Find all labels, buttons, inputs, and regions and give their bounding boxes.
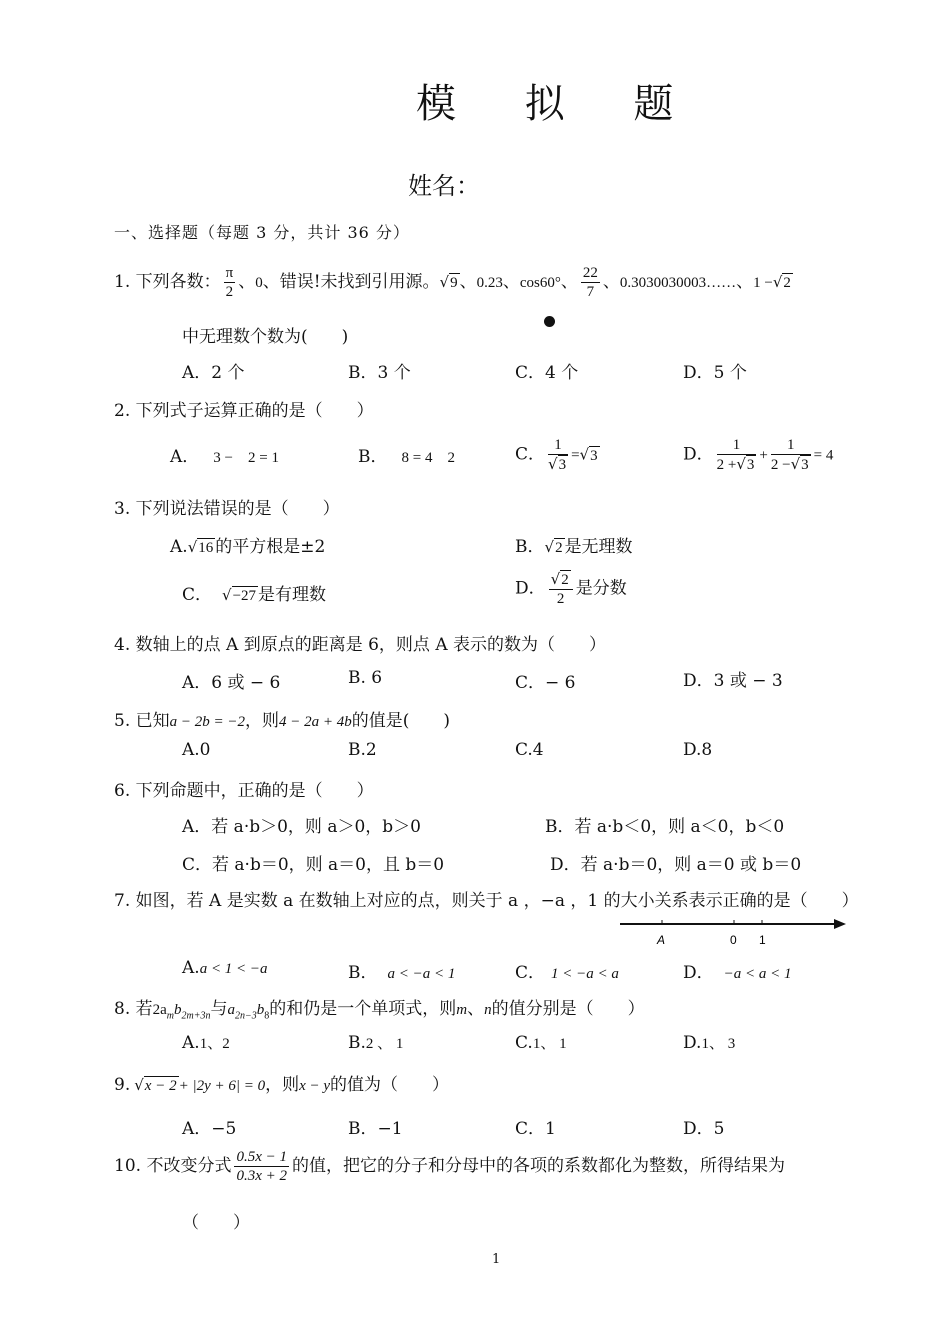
q1-pi-fraction: $\frac{\pi}{2}$ [225, 265, 234, 300]
sqrt-icon: √ [579, 445, 590, 464]
q3-option-d[interactable]: D． $\frac{√2}{2}$ 是分数 [515, 570, 627, 607]
sqrt-icon: √ [222, 586, 232, 604]
q7-option-a[interactable]: A.a < 1 < −a [182, 958, 268, 978]
sqrt-icon: √ [187, 538, 198, 556]
q4-option-a[interactable]: A．6 或 − 6 [182, 673, 281, 693]
question-6-stem: 6. 下列命题中，正确的是（ ） [114, 781, 374, 801]
section-heading: 一、选择题（每题 3 分，共计 36 分） [114, 223, 410, 242]
q5-option-b[interactable]: B.2 [348, 740, 377, 760]
q1-option-d[interactable]: D．5 个 [683, 363, 747, 383]
q2-option-a[interactable]: A． 3 − 2 = 1 [170, 447, 279, 467]
axis-label-0: 0 [730, 933, 737, 947]
q8-option-d[interactable]: D.1、 3 [683, 1033, 736, 1053]
q8-option-a[interactable]: A.1、2 [182, 1033, 230, 1053]
q9-option-b[interactable]: B．−1 [348, 1119, 403, 1139]
q1-option-c[interactable]: C．4 个 [515, 363, 579, 383]
question-9-stem: 9. √x − 2 + |2y + 6| = 0，则x − y的值为（ ） [114, 1075, 450, 1095]
q3-option-c[interactable]: C． √−27 是有理数 [182, 585, 327, 605]
question-1-stem: 1. 下列各数： $\frac{\pi}{2}$ 、0、错误!未找到引用源。√9 、0.23、cos60°、 $\frac{22}{7}$ 、0.3030030003……、1 −√2 [114, 265, 791, 300]
q2-option-d[interactable]: D． $\frac{1}{2 +√3}$ + $\frac{1}{2 -√3}$ = 4 [683, 437, 834, 473]
q6-option-b[interactable]: B．若 a·b＜0，则 a＜0，b＜0 [545, 817, 785, 837]
q2-option-b[interactable]: B． 8 = 4 2 [358, 447, 455, 467]
q2-option-c[interactable]: C． $\frac{1}{√3}$ =√3 [515, 437, 598, 473]
question-10-stem: 10. 不改变分式 $\frac{0.5x - 1}{0.3x + 2}$ 的值，把它的分子和分母中的各项的系数都化为整数，所得结果为 [114, 1149, 785, 1184]
q5-option-c[interactable]: C.4 [515, 740, 544, 760]
q3-option-b[interactable]: B．√2 是无理数 [515, 537, 633, 557]
sqrt-icon: √ [544, 538, 555, 556]
q7-option-d[interactable]: D． −a < a < 1 [683, 963, 792, 983]
q1-prefix: 1. 下列各数： [114, 272, 221, 292]
q6-option-d[interactable]: D．若 a·b＝0，则 a＝0 或 b＝0 [550, 855, 802, 875]
q4-option-c[interactable]: C．− 6 [515, 673, 576, 693]
q4-option-d[interactable]: D．3 或 − 3 [683, 671, 783, 691]
question-5-stem: 5. 已知a − 2b = −2，则4 − 2a + 4b的值是( ) [114, 711, 451, 731]
question-3-stem: 3. 下列说法错误的是（ ） [114, 499, 340, 519]
q6-option-c[interactable]: C．若 a·b＝0，则 a＝0，且 b＝0 [182, 855, 445, 875]
q10-fraction: $\frac{0.5x - 1}{0.3x + 2}$ [236, 1149, 287, 1184]
name-label: 姓名： [408, 172, 480, 200]
q4-option-b[interactable]: B. 6 [348, 668, 383, 688]
sqrt-icon: √ [134, 1076, 144, 1094]
q8-option-b[interactable]: B.2 、 1 [348, 1033, 404, 1053]
q7-option-c[interactable]: C． 1 < −a < a [515, 963, 619, 983]
q9-option-a[interactable]: A．−5 [182, 1119, 237, 1139]
q7-option-b[interactable]: B． a < −a < 1 [348, 963, 456, 983]
number-line [618, 912, 850, 952]
question-2-stem: 2. 下列式子运算正确的是（ ） [114, 401, 374, 421]
question-10-line2: （ ） [182, 1213, 250, 1233]
q1-option-b[interactable]: B．3 个 [348, 363, 411, 383]
page-number: 1 [492, 1252, 501, 1267]
q5-option-d[interactable]: D.8 [683, 740, 713, 760]
axis-label-1: 1 [759, 933, 766, 947]
q9-option-d[interactable]: D．5 [683, 1119, 725, 1139]
q1-option-a[interactable]: A．2 个 [182, 363, 245, 383]
q3-option-a[interactable]: A.√16 的平方根是±2 [170, 537, 326, 557]
sqrt-icon: √ [772, 273, 783, 291]
q8-option-c[interactable]: C.1、 1 [515, 1033, 567, 1053]
q5-option-a[interactable]: A.0 [182, 740, 211, 760]
page-title: 模 拟 题 [416, 81, 702, 127]
q9-option-c[interactable]: C．1 [515, 1119, 556, 1139]
question-4-stem: 4. 数轴上的点 A 到原点的距离是 6，则点 A 表示的数为（ ） [114, 635, 607, 655]
q6-option-a[interactable]: A．若 a·b＞0，则 a＞0，b＞0 [182, 817, 421, 837]
axis-label-a: A [657, 933, 666, 947]
q1-fraction-22-7: $\frac{22}{7}$ [582, 265, 598, 300]
number-line-arrow-icon [834, 919, 846, 929]
question-8-stem: 8. 若$2a_mb_{2m+3n}$与$a_{2n-3}b_8$的和仍是一个单项式，则m、n的值分别是（ ） [114, 999, 645, 1022]
bullet-dot-icon [544, 316, 555, 327]
question-7-stem: 7. 如图，若 A 是实数 a 在数轴上对应的点，则关于 a ，−a ，1 的大小关系表示正确的是（ ） [114, 891, 859, 911]
question-1-line2: 中无理数个数为( ) [182, 327, 349, 347]
sqrt-icon: √ [439, 273, 450, 291]
